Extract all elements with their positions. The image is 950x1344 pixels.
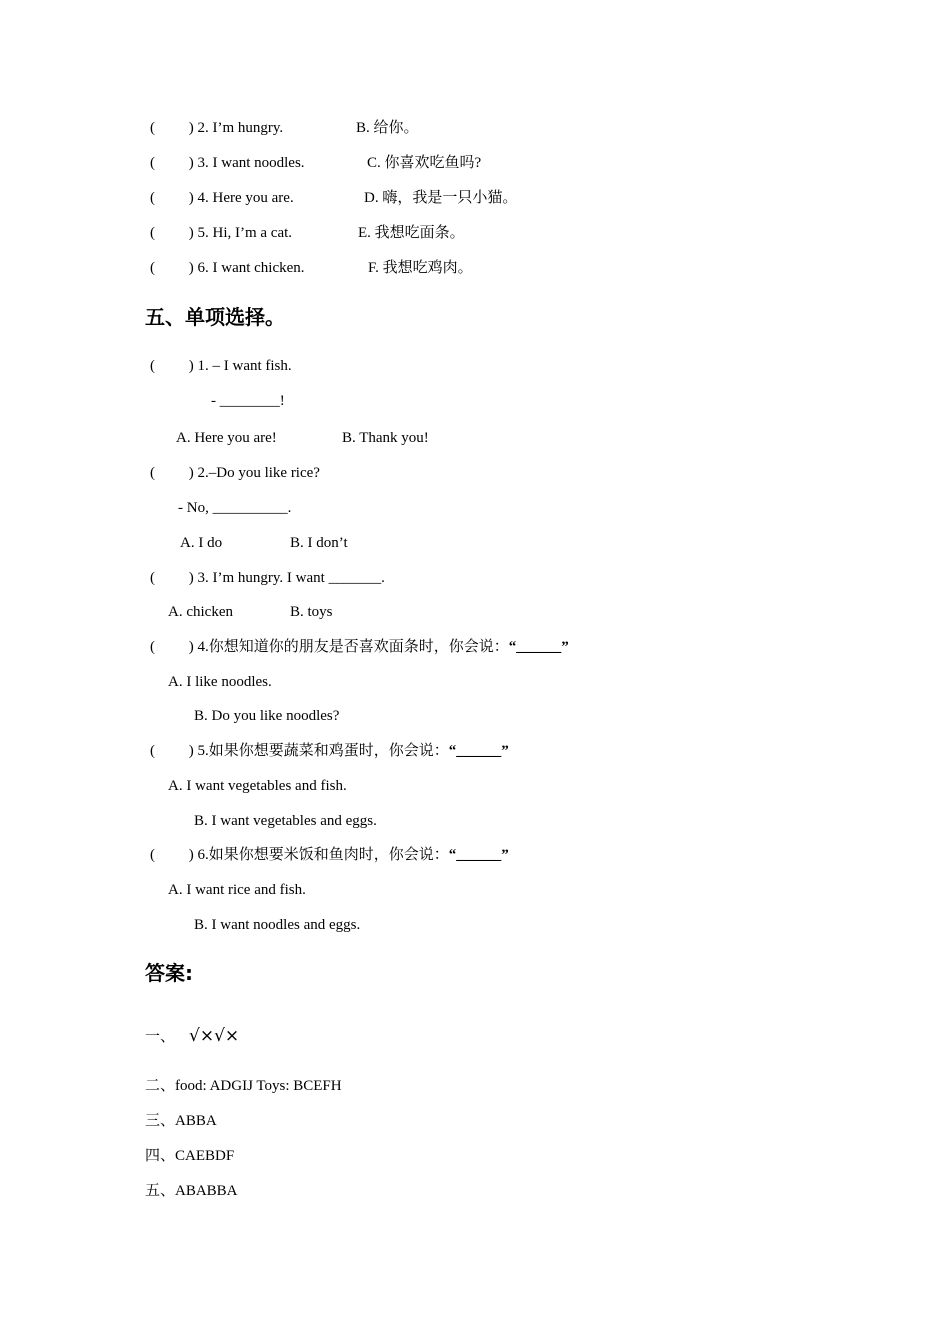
q4-blank: “______” — [508, 639, 569, 655]
answer-4: 四、CAEBDF — [145, 1148, 235, 1164]
answer-3: 三、ABBA — [145, 1113, 217, 1129]
answer-1-line — [145, 1026, 239, 1047]
q4-option-b: B. Do you like noodles? — [194, 708, 340, 724]
q2-reply: - No, __________. — [178, 500, 292, 516]
matching-row-4-left: ( ) 4. Here you are. — [150, 190, 294, 206]
matching-row-2-left: ( ) 2. I’m hungry. — [150, 120, 284, 136]
matching-row-3-right: C. 你喜欢吃鱼吗? — [367, 155, 482, 171]
q1-reply: - ________! — [211, 393, 285, 409]
q6-stem-line — [150, 845, 509, 865]
answer-2: 二、food: ADGIJ Toys: BCEFH — [145, 1078, 342, 1094]
q2-option-b: B. I don’t — [290, 535, 348, 551]
q5-option-a: A. I want vegetables and fish. — [168, 778, 347, 794]
q6-option-b: B. I want noodles and eggs. — [194, 917, 361, 933]
q2-stem: ( ) 2.–Do you like rice? — [150, 465, 320, 481]
q3-option-a: A. chicken — [168, 604, 233, 620]
q6-stem: ( ) 6.如果你想要米饭和鱼肉时，你会说： — [150, 847, 449, 863]
q3-option-b: B. toys — [290, 604, 333, 620]
answer-5: 五、ABABBA — [145, 1183, 238, 1199]
section5-heading: 五、单项选择。 — [145, 305, 285, 329]
matching-row-5-right: E. 我想吃面条。 — [358, 225, 465, 241]
q4-option-a: A. I like noodles. — [168, 674, 272, 690]
q1-option-b: B. Thank you! — [342, 430, 429, 446]
q3-stem: ( ) 3. I’m hungry. I want _______. — [150, 570, 385, 586]
answer-1-label: 一、 — [145, 1029, 176, 1045]
q5-stem: ( ) 5.如果你想要蔬菜和鸡蛋时，你会说： — [150, 743, 449, 759]
matching-row-3-left: ( ) 3. I want noodles. — [150, 155, 305, 171]
q6-option-a: A. I want rice and fish. — [168, 882, 306, 898]
matching-row-6-right: F. 我想吃鸡肉。 — [368, 260, 473, 276]
q5-option-b: B. I want vegetables and eggs. — [194, 813, 377, 829]
q4-stem-line — [150, 637, 569, 657]
matching-row-4-right: D. 嗨，我是一只小猫。 — [364, 190, 518, 206]
answer-1-value: √×√× — [189, 1026, 240, 1046]
q5-blank: “______” — [448, 743, 509, 759]
q4-stem: ( ) 4.你想知道你的朋友是否喜欢面条时，你会说： — [150, 639, 509, 655]
matching-row-6-left: ( ) 6. I want chicken. — [150, 260, 305, 276]
q1-option-a: A. Here you are! — [176, 430, 277, 446]
matching-row-2-right: B. 给你。 — [356, 120, 419, 136]
matching-row-5-left: ( ) 5. Hi, I’m a cat. — [150, 225, 293, 241]
q6-blank: “______” — [448, 847, 509, 863]
q2-option-a: A. I do — [180, 535, 223, 551]
answers-heading: 答案: — [145, 961, 193, 985]
q1-stem: ( ) 1. – I want fish. — [150, 358, 292, 374]
q5-stem-line — [150, 741, 509, 761]
